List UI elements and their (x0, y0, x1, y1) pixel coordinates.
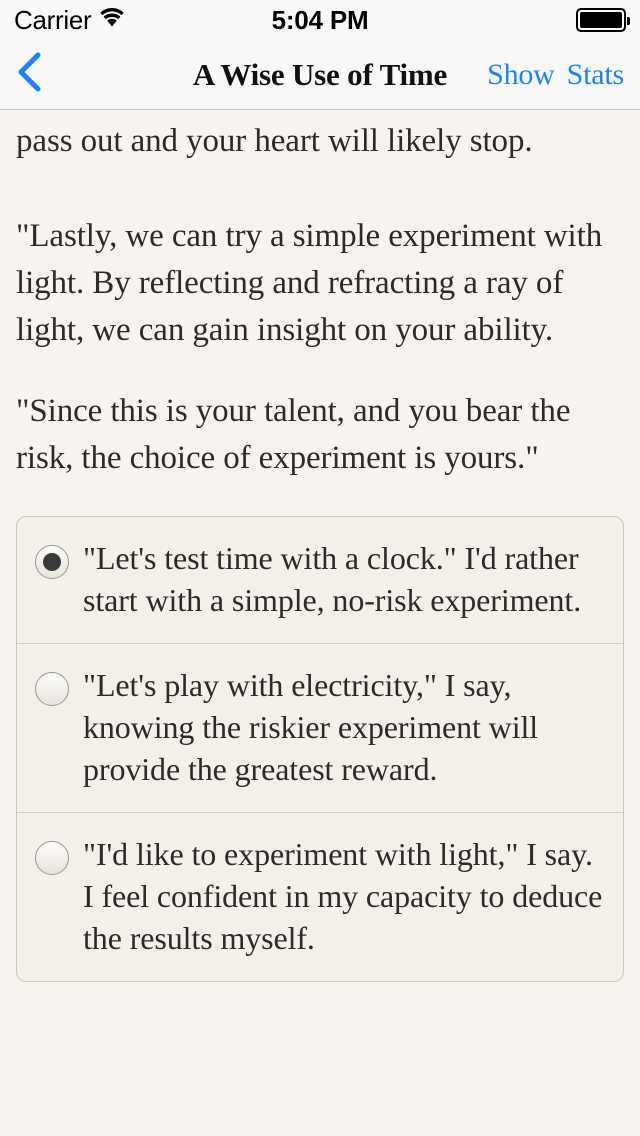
status-bar-time: 5:04 PM (271, 4, 369, 35)
list-item[interactable] (17, 813, 623, 981)
status-bar-left (14, 5, 272, 36)
carrier-label: Carrier (14, 4, 92, 35)
status-bar (0, 0, 640, 40)
list-item[interactable] (17, 517, 623, 644)
nav-bar-actions (487, 58, 630, 92)
battery-full-icon (576, 8, 626, 32)
choice-label: "Let's play with electricity," I say, knowing the riskier experiment will provide the greatest reward. (83, 667, 539, 787)
back-button[interactable] (16, 50, 60, 100)
story-text (16, 110, 624, 482)
choice-label: "I'd like to experiment with light," I say. I feel confident in my capacity to deduce the results myself. (83, 836, 603, 956)
choice-label: "Let's test time with a clock." I'd rather start with a simple, no-risk experiment. (83, 540, 582, 618)
status-bar-right (368, 8, 626, 32)
story-paragraph: pass out and your heart will likely stop. (16, 123, 533, 159)
wifi-icon (99, 8, 125, 33)
stats-button[interactable]: Stats (566, 57, 624, 91)
story-paragraph: "Since this is your talent, and you bear the risk, the choice of experiment is yours." (16, 393, 571, 476)
choice-list (16, 516, 624, 982)
chevron-left-icon (16, 50, 42, 99)
radio-unselected-icon[interactable] (35, 672, 69, 706)
nav-bar (0, 40, 640, 110)
page-title: A Wise Use of Time (192, 56, 448, 92)
radio-unselected-icon[interactable] (35, 841, 69, 875)
story-scroll-area[interactable] (0, 110, 640, 1136)
story-paragraph: "Lastly, we can try a simple experiment with light. By reflecting and refracting a ray of light, we can gain insight on your ability. (16, 218, 603, 348)
list-item[interactable] (17, 644, 623, 813)
radio-selected-icon[interactable] (35, 545, 69, 579)
show-button[interactable]: Show (487, 57, 555, 91)
